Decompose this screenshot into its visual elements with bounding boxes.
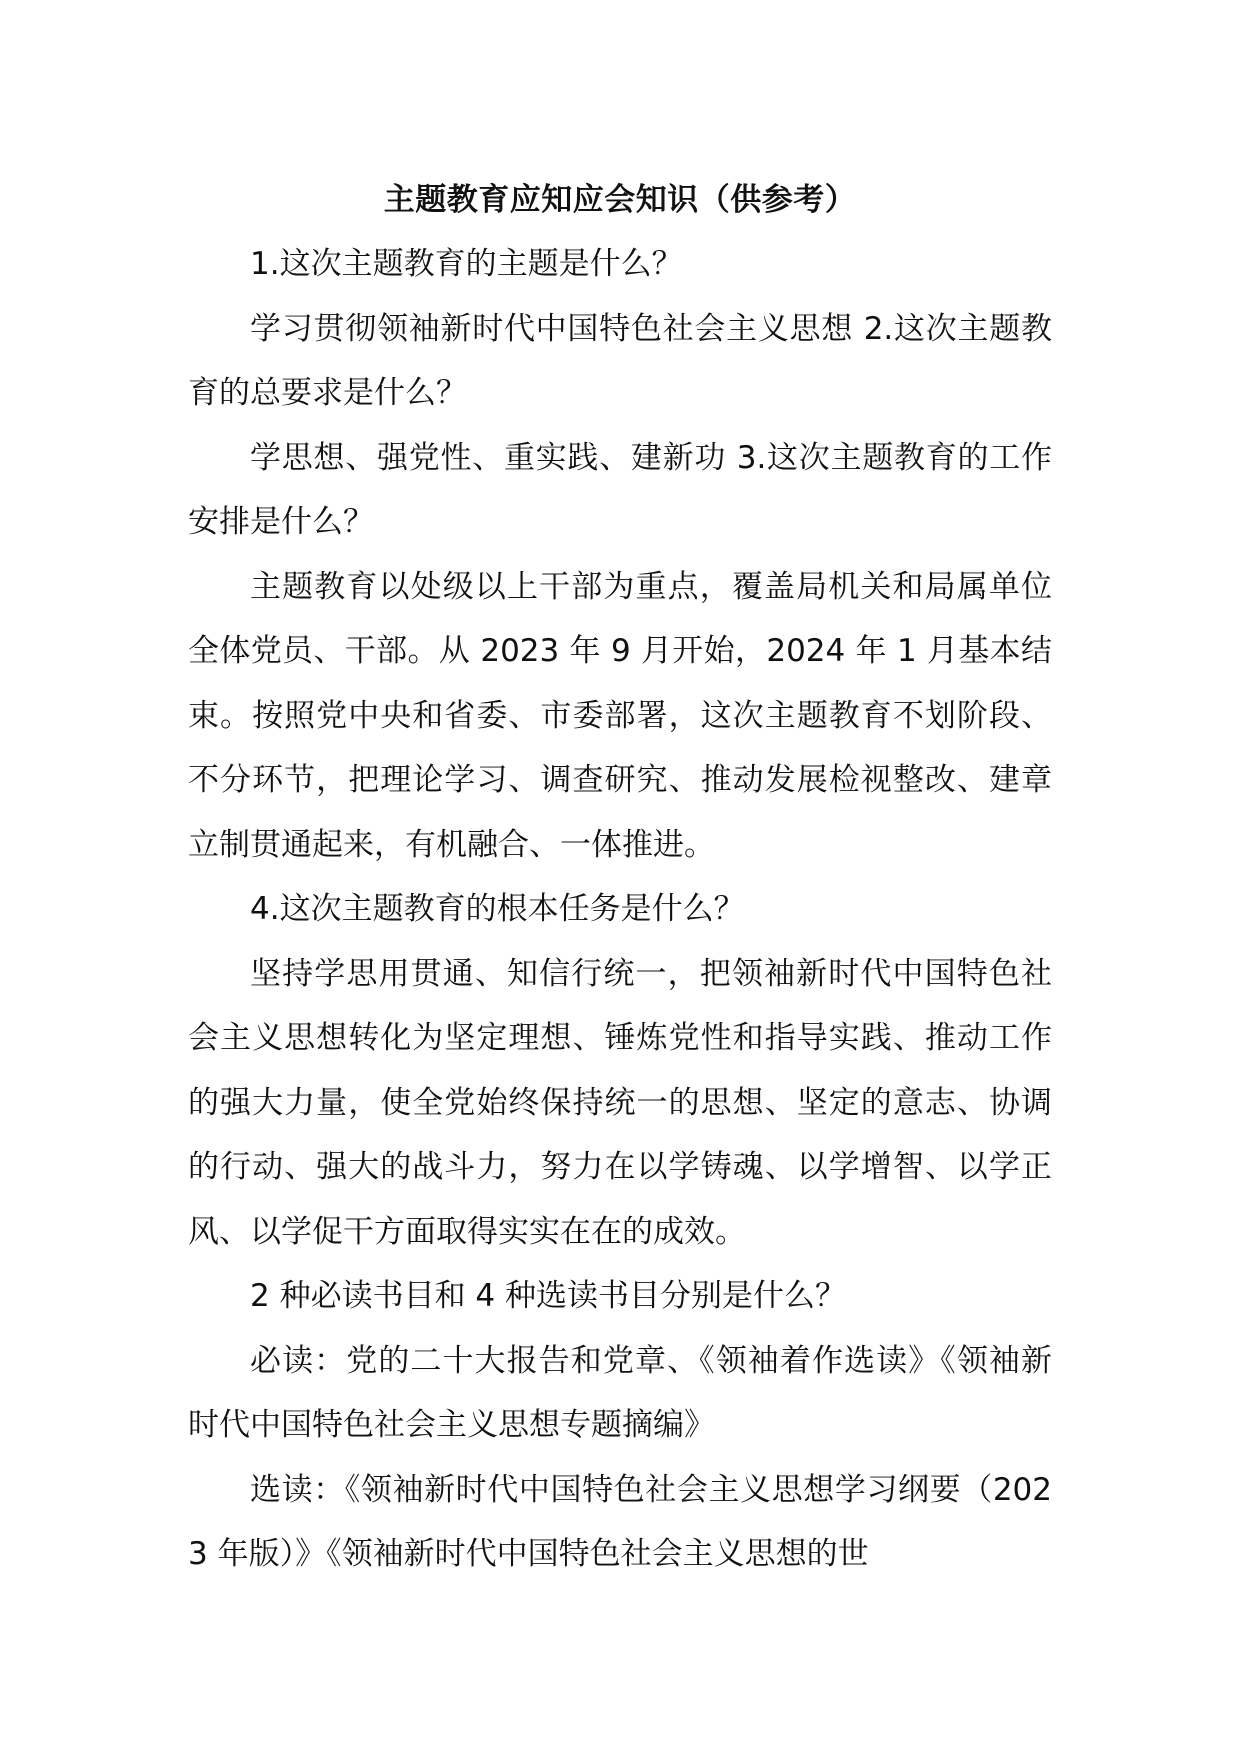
paragraph-required-reading: 必读：党的二十大报告和党章、《领袖着作选读》《领袖新时代中国特色社会主义思想专题摘编》 [188, 1342, 1052, 1443]
paragraph-answer-3: 主题教育以处级以上干部为重点，覆盖局机关和局属单位全体党员、干部。从 2023 年 9 月开始，2024 年 1 月基本结束。按照党中央和省委、市委部署，这次主题教育不划阶段、不分环节，把理论学习、调查研究、推动发展检视整改、建章立制贯通起来，有机融合、一体推进。 [188, 568, 1052, 863]
paragraph-question-1: 1.这次主题教育的主题是什么？ [250, 246, 683, 282]
document-body [188, 232, 1052, 1587]
paragraph-answer-4: 坚持学思用贯通、知信行统一，把领袖新时代中国特色社会主义思想转化为坚定理想、锤炼党性和指导实践、推动工作的强大力量，使全党始终保持统一的思想、坚定的意志、协调的行动、强大的战斗力，努力在以学铸魂、以学增智、以学正风、以学促干方面取得实实在在的成效。 [188, 955, 1052, 1250]
paragraph-optional-reading: 选读：《领袖新时代中国特色社会主义思想学习纲要（2023 年版）》《领袖新时代中国特色社会主义思想的世 [188, 1471, 1052, 1572]
paragraph-answer-2: 学思想、强党性、重实践、建新功 3.这次主题教育的工作安排是什么？ [188, 439, 1052, 540]
paragraph-question-4: 4.这次主题教育的根本任务是什么？ [250, 891, 745, 927]
paragraph-question-books: 2 种必读书目和 4 种选读书目分别是什么？ [250, 1278, 847, 1314]
document-title: 主题教育应知应会知识（供参考） [383, 182, 857, 218]
paragraph-answer-1: 学习贯彻领袖新时代中国特色社会主义思想 2.这次主题教育的总要求是什么？ [188, 310, 1052, 411]
